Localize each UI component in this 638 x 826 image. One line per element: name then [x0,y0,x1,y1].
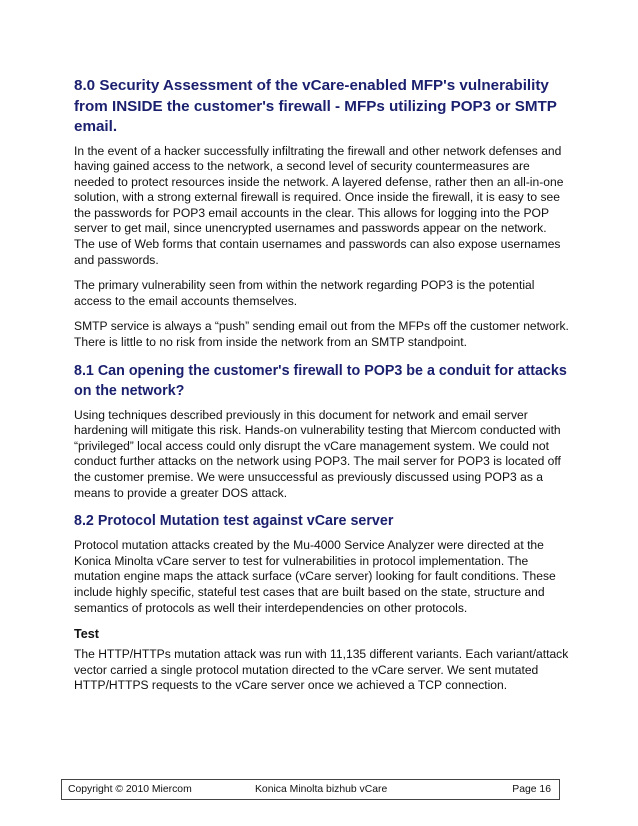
footer-copyright: Copyright © 2010 Miercom [68,784,192,795]
section-8-0-paragraph-3: SMTP service is always a “push” sending email out from the MFPs off the customer network. There is little to no risk from inside the network from an SMTP standpoint. [74,319,569,350]
section-8-0-paragraph-1: In the event of a hacker successfully infiltrating the firewall and other network defenses and having gained access to the network, a second level of security countermeasures are needed to protect resources inside the network. A layered defense, rather then an all-in-one solution, with a strong external firewall is required. Once inside the firewall, it is easy to see the passwords for POP3 email accounts in the clear. This allows for logging into the POP server to get mail, since unencrypted usernames and passwords appear on the network. The use of Web forms that contain usernames and passwords can also expose usernames and passwords. [74,143,564,267]
footer-page-number: Page 16 [512,784,551,795]
section-8-0-heading: 8.0 Security Assessment of the vCare-enabled MFP's vulnerability from INSIDE the customer's firewall - MFPs utilizing POP3 or SMTP email. [74,77,557,135]
page-content [74,76,570,704]
test-paragraph: The HTTP/HTTPs mutation attack was run with 11,135 different variants. Each variant/attack vector carried a single protocol mutation directed to the vCare server. We sent mutated HTTP/HTTPS requests to the vCare server once we achieved a TCP connection. [74,647,569,693]
page-footer [61,779,560,800]
section-8-1-heading: 8.1 Can opening the customer's firewall to POP3 be a conduit for attacks on the network? [74,362,567,399]
section-8-2-heading: 8.2 Protocol Mutation test against vCare server [74,513,394,530]
footer-document-title: Konica Minolta bizhub vCare [255,784,388,795]
section-8-0-paragraph-2: The primary vulnerability seen from within the network regarding POP3 is the potential access to the email accounts themselves. [74,278,535,308]
section-8-2-paragraph-1: Protocol mutation attacks created by the Mu-4000 Service Analyzer were directed at the Konica Minolta vCare server to test for vulnerabilities in protocol implementation. The mutation engine maps the attack surface (vCare server) looking for fault conditions. These include highly specific, stateful test cases that are built based on the state, structure and semantics of protocols as well their interdependencies on other protocols. [74,538,556,615]
section-8-1-paragraph-1: Using techniques described previously in this document for network and email server hardening will mitigate this risk. Hands-on vulnerability testing that Miercom conducted with “privileged” local access could only disrupt the vCare management system. We could not conduct further attacks on the network using POP3. The mail server for POP3 is located off the customer premise. We were unsuccessful as previously discussed using POP3 as a means to provide a greater DOS attack. [74,407,561,500]
test-heading: Test [74,627,99,642]
